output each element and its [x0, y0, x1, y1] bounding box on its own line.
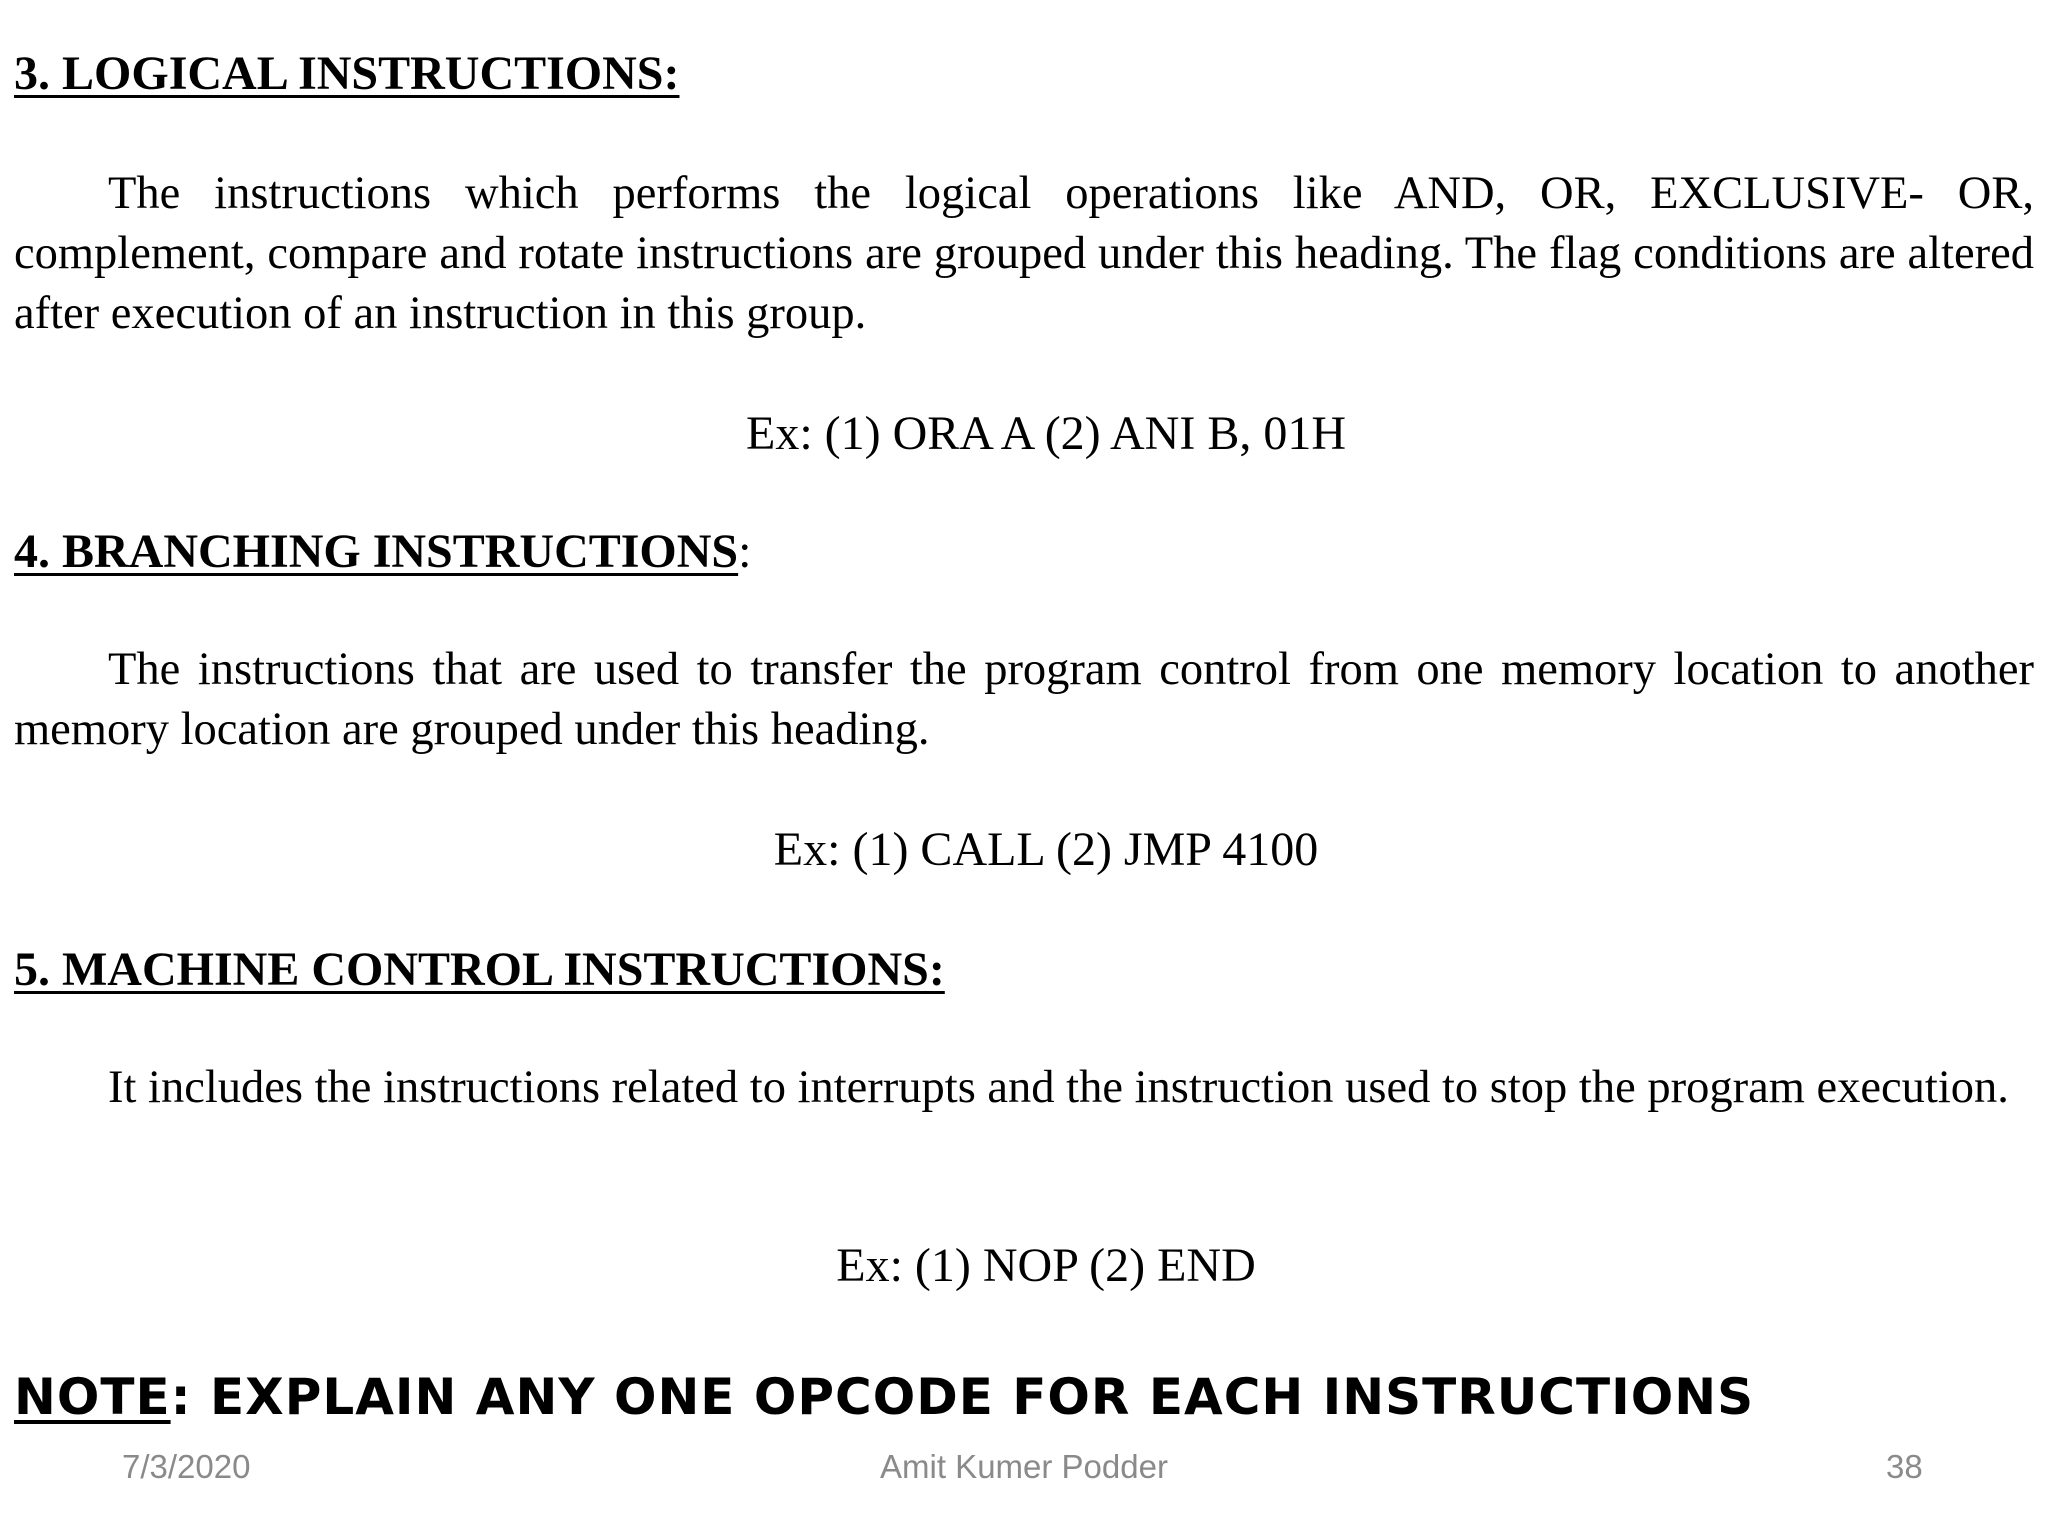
section-heading-machine-control — [14, 940, 945, 1000]
section-paragraph-machine-control: It includes the instructions related to interrupts and the instruction used to stop the program execution. — [108, 1062, 2009, 1113]
section-example-branching: Ex: (1) CALL (2) JMP 4100 — [773, 823, 1319, 876]
footer-page-number: 38 — [1886, 1448, 1923, 1485]
section-example-logical: Ex: (1) ORA A (2) ANI B, 01H — [746, 407, 1346, 460]
note-label: NOTE — [14, 1368, 171, 1426]
section-example-machine-control: Ex: (1) NOP (2) END — [836, 1239, 1256, 1292]
section-paragraph-branching: The instructions that are used to transfer the program control from one memory location to another memory location are grouped under this heading. — [14, 644, 2034, 755]
section-heading-branching — [14, 522, 751, 582]
section-heading-logical — [14, 44, 679, 104]
section-paragraph-logical: The instructions which performs the logical operations like AND, OR, EXCLUSIVE- OR, complement, compare and rotate instructions are grouped under this heading. The flag conditions are altered after execution of an instruction in this group. — [14, 168, 2034, 339]
footer-author: Amit Kumer Podder — [880, 1448, 1168, 1485]
section-heading-branching-text: 4. BRANCHING INSTRUCTIONS — [14, 525, 739, 578]
note-text: : EXPLAIN ANY ONE OPCODE FOR EACH INSTRUCTIONS — [170, 1368, 1755, 1426]
footer-date: 7/3/2020 — [122, 1448, 251, 1485]
section-heading-logical-text: 3. LOGICAL INSTRUCTIONS: — [14, 47, 680, 100]
section-heading-branching-colon: : — [738, 525, 752, 578]
note-line — [14, 1362, 1754, 1432]
section-heading-machine-control-text: 5. MACHINE CONTROL INSTRUCTIONS: — [14, 943, 945, 996]
